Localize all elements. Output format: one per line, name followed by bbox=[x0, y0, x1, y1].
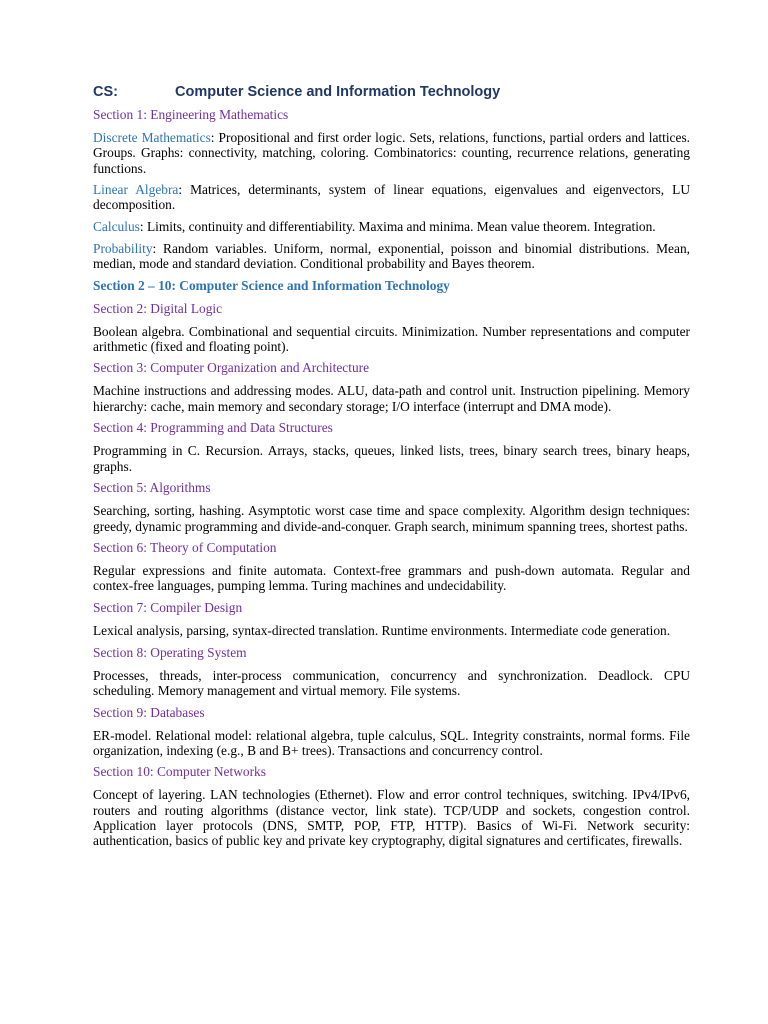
topic-probability bbox=[93, 241, 690, 272]
syllabus-content bbox=[93, 107, 690, 855]
topic-term: Probability bbox=[93, 240, 153, 256]
section-heading-programming-data-structures: Section 4: Programming and Data Structures bbox=[93, 420, 333, 436]
section-body-programming-data-structures: Programming in C. Recursion. Arrays, stacks, queues, linked lists, trees, binary search trees, binary heaps, graphs. bbox=[93, 443, 690, 474]
major-section-heading: Section 2 – 10: Computer Science and Information Technology bbox=[93, 277, 450, 293]
section-body-computer-networks: Concept of layering. LAN technologies (Ethernet). Flow and error control techniques, switching. IPv4/IPv6, routers and routing algorithms (distance vector, link state). TCP/UDP and sockets, congestion control. Application layer protocols (DNS, SMTP, POP, FTP, HTTP). Basics of Wi-Fi. Network security: authentication, basics of public key and private key cryptography, digital signatures and certificates, firewalls. bbox=[93, 787, 690, 849]
section-body-digital-logic: Boolean algebra. Combinational and sequential circuits. Minimization. Number representations and computer arithmetic (fixed and floating point). bbox=[93, 323, 690, 354]
paper-code: CS: bbox=[93, 84, 118, 100]
paper-title: Computer Science and Information Technology bbox=[175, 84, 501, 100]
section-body-theory-of-computation: Regular expressions and finite automata. Context-free grammars and push-down automata. Regular and contex-free languages, pumping lemma. Turing machines and undecidability. bbox=[93, 563, 690, 594]
section-heading-computer-networks: Section 10: Computer Networks bbox=[93, 764, 266, 780]
section-body-databases: ER-model. Relational model: relational algebra, tuple calculus, SQL. Integrity constraints, normal forms. File organization, indexing (e.g., B and B+ trees). Transactions and concurrency control. bbox=[93, 727, 690, 758]
section-body-computer-organization: Machine instructions and addressing modes. ALU, data-path and control unit. Instruction pipelining. Memory hierarchy: cache, main memory and secondary storage; I/O interface (interrupt and DMA mode). bbox=[93, 383, 690, 414]
document-header bbox=[93, 83, 690, 101]
topic-linear-algebra bbox=[93, 182, 690, 213]
section-heading-theory-of-computation: Section 6: Theory of Computation bbox=[93, 540, 277, 556]
topic-text: : Matrices, determinants, system of linear equations, eigenvalues and eigenvectors, LU decomposition. bbox=[93, 182, 690, 213]
topic-text: : Random variables. Uniform, normal, exponential, poisson and binomial distributions. Mean, median, mode and standard deviation. Conditional probability and Bayes theorem. bbox=[93, 240, 690, 271]
topic-text: : Propositional and first order logic. Sets, relations, functions, partial orders and lattices. Groups. Graphs: connectivity, matching, coloring. Combinatorics: counting, recurrence relations, generating functions. bbox=[93, 130, 691, 176]
section-heading-operating-system: Section 8: Operating System bbox=[93, 644, 247, 660]
section-heading-engineering-mathematics: Section 1: Engineering Mathematics bbox=[93, 107, 289, 122]
topic-term: Linear Algebra bbox=[93, 182, 179, 198]
topic-text: : Limits, continuity and differentiability. Maxima and minima. Mean value theorem. Integration. bbox=[139, 219, 656, 235]
section-heading-digital-logic: Section 2: Digital Logic bbox=[93, 300, 223, 316]
section-body-compiler-design: Lexical analysis, parsing, syntax-directed translation. Runtime environments. Intermediate code generation. bbox=[93, 623, 671, 639]
section-body-operating-system: Processes, threads, inter-process communication, concurrency and synchronization. Deadlock. CPU scheduling. Memory management and virtual memory. File systems. bbox=[93, 667, 690, 698]
topic-term: Calculus bbox=[93, 219, 140, 235]
topic-term: Discrete Mathematics bbox=[93, 130, 211, 145]
section-heading-algorithms: Section 5: Algorithms bbox=[93, 480, 211, 496]
topic-calculus bbox=[93, 219, 690, 234]
section-body-algorithms: Searching, sorting, hashing. Asymptotic worst case time and space complexity. Algorithm design techniques: greedy, dynamic programming and divide-and-conquer. Graph search, minimum spanning trees, shortest paths. bbox=[93, 503, 690, 534]
topic-discrete-mathematics bbox=[93, 130, 690, 176]
section-heading-compiler-design: Section 7: Compiler Design bbox=[93, 600, 243, 616]
section-heading-databases: Section 9: Databases bbox=[93, 704, 205, 720]
section-heading-computer-organization: Section 3: Computer Organization and Architecture bbox=[93, 360, 370, 376]
